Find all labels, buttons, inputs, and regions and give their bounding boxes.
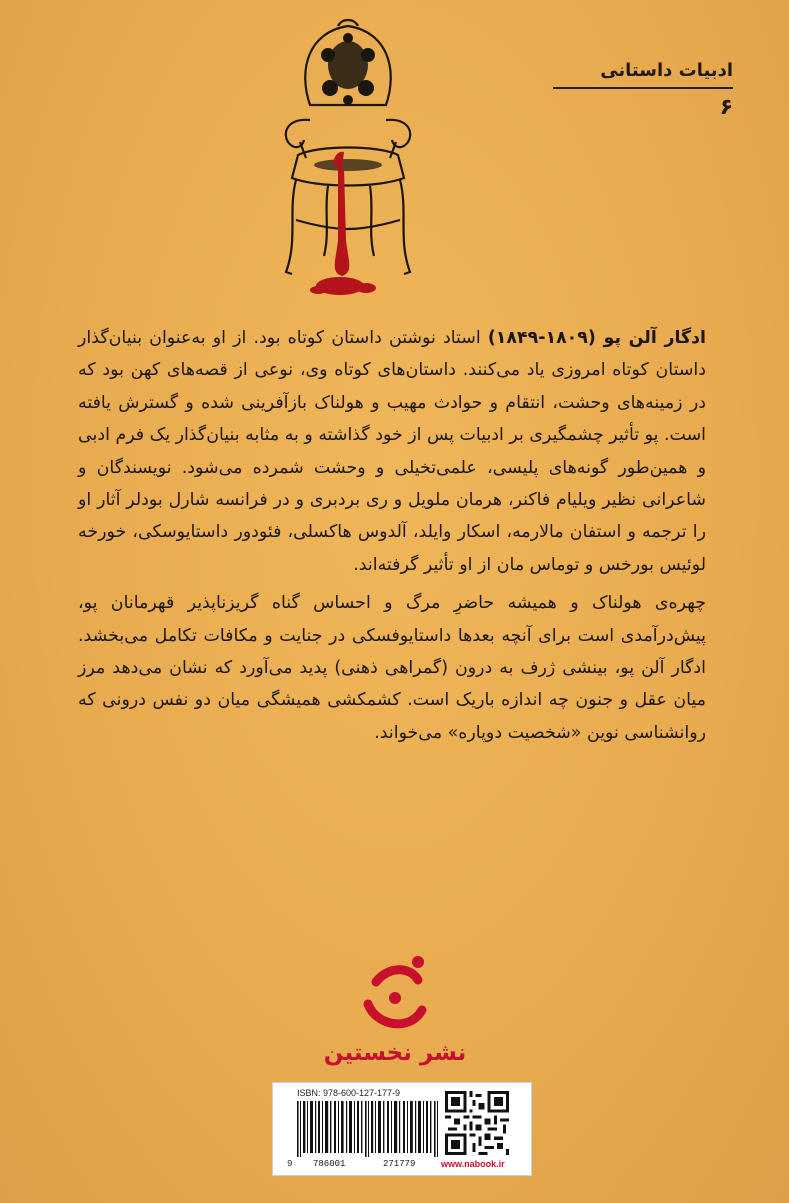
series-number: ۶: [719, 95, 733, 120]
barcode-first-digit: 9: [287, 1159, 293, 1169]
chair-illustration: [258, 10, 438, 310]
paragraph-1-text: استاد نوشتن داستان کوتاه بود. از او به‌عنوان بنیان‌گذار داستان کوتاه امروزی یاد می‌کنند. داستان‌های کوتاه وی، نوعی از قصه‌های کهن بود که در زمینه‌های وحشت، انتقام و حوادث مهیب و هولناک بازآفرینی شده و گسترش یافته است. پو تأثیر چشمگیری بر ادبیات پس از خود گذاشته و به مثابه بنیان‌گذار یک فرم ادبی و همین‌طور گونه‌های پلیسی، علمی‌تخیلی و وحشت شمرده می‌شود. نویسندگان و شاعرانی نظیر ویلیام فاکنر، هرمان ملویل و ری بردبری و در فرانسه شارل بودلر آثار او را ترجمه و استفان مالارمه، اسکار وایلد، آلدوس هاکسلی، فئودور داستایوسکی، خورخه لوئیس بورخس و توماس مان از او تأثیر گرفته‌اند.: [78, 328, 706, 575]
barcode-bars: [297, 1101, 439, 1157]
barcode-group-2: 271779: [383, 1159, 416, 1169]
synopsis-text: [78, 322, 706, 755]
qr-code-icon: [445, 1091, 509, 1155]
series-label: [553, 60, 733, 120]
publisher-logo-icon: [348, 952, 442, 1036]
author-name-dates: ادگار آلن پو (۱۸۰۹-۱۸۴۹): [487, 328, 706, 348]
barcode-label: [272, 1082, 532, 1176]
barcode-group-1: 786001: [313, 1159, 346, 1169]
isbn-text: ISBN: 978-600-127-177-9: [297, 1088, 401, 1098]
synopsis-paragraph-1: [78, 322, 706, 581]
series-title: ادبیات داستانی: [553, 60, 733, 89]
website-url: www.nabook.ir: [441, 1159, 505, 1169]
synopsis-paragraph-2: چهره‌ی هولناک و همیشه حاضرِ مرگ و احساس گناه گریزناپذیر قهرمانان پو، پیش‌درآمدی است برای آنچه بعدها داستایوفسکی در جنایت و مکافات تکامل می‌بخشد. ادگار آلن پو، بینشی ژرف به درون (گمراهی ذهنی) پدید می‌آورد که نشان می‌دهد مرز میان عقل و جنون چه اندازه باریک است. کشمکشی همیشگی میان دو نفس درونی که روانشناسی نوین «شخصیت دوپاره» می‌خواند.: [78, 593, 706, 743]
publisher-name: نشر نخستین: [323, 1040, 467, 1066]
